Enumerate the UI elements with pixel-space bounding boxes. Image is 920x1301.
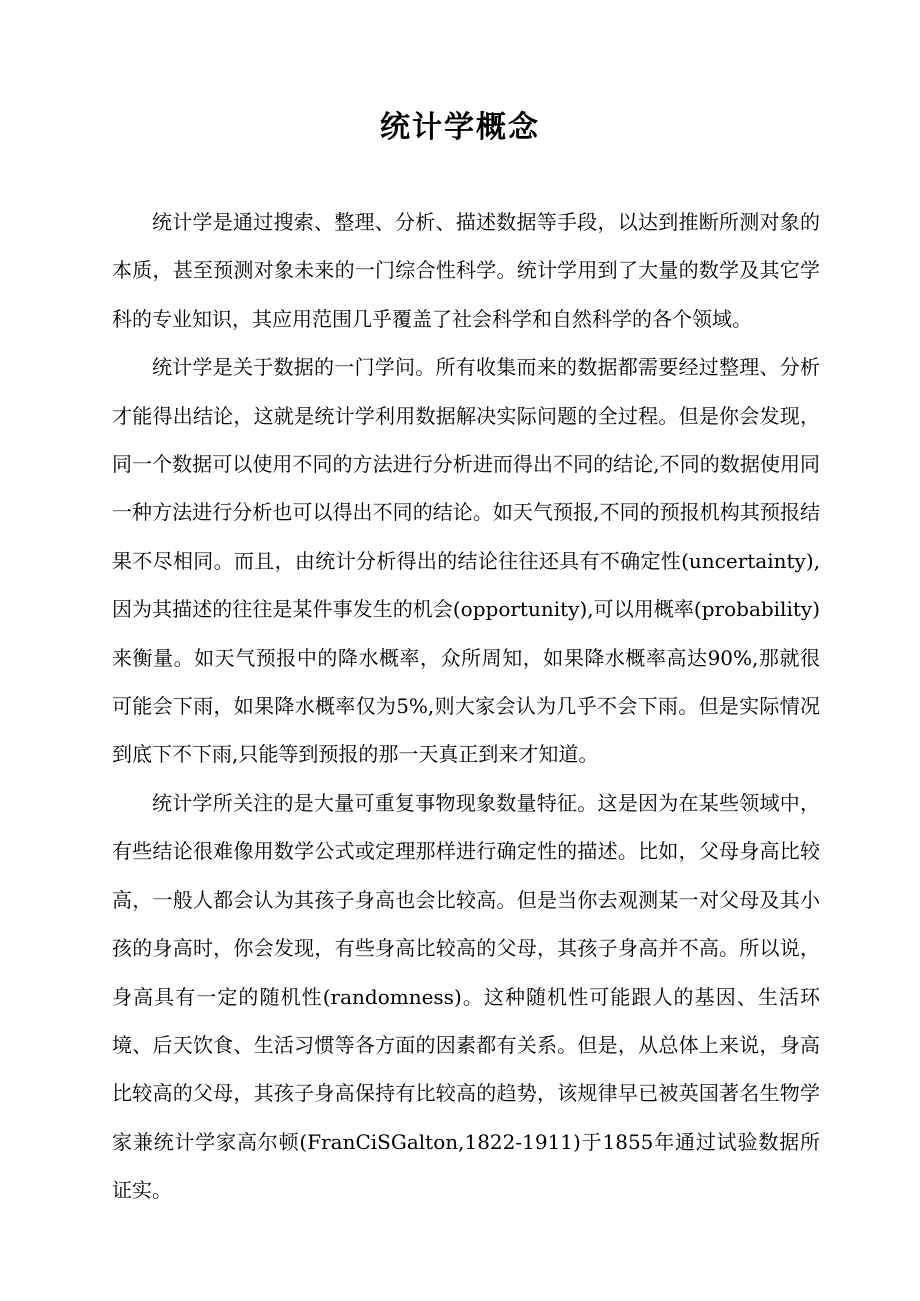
page-title: 统计学概念 [380, 110, 540, 145]
paragraph-2: 统计学是关于数据的一门学问。所有收集而来的数据都需要经过整理、分析才能得出结论，这就是统计学利用数据解决实际问题的全过程。但是你会发现，同一个数据可以使用不同的方法进行分析进而得出不同的结论,不同的数据使用同一种方法进行分析也可以得出不同的结论。如天气预报,不同的预报机构其预报结果不尽相同。而且，由统计分析得出的结论往往还具有不确定性(uncertainty),因为其描述的往往是某件事发生的机会(opportunity),可以用概率(probability)来衡量。如天气预报中的降水概率，众所周知，如果降水概率高达90%,那就很可能会下雨，如果降水概率仅为5%,则大家会认为几乎不会下雨。但是实际情况到底下不下雨,只能等到预报的那一天真正到来才知道。 [112, 355, 820, 767]
paragraph-1: 统计学是通过搜索、整理、分析、描述数据等手段，以达到推断所测对象的本质，甚至预测对象未来的一门综合性科学。统计学用到了大量的数学及其它学科的专业知识，其应用范围几乎覆盖了社会科学和自然科学的各个领域。 [112, 210, 820, 331]
document-body [112, 198, 820, 1215]
paragraph-3: 统计学所关注的是大量可重复事物现象数量特征。这是因为在某些领域中，有些结论很难像用数学公式或定理那样进行确定性的描述。比如，父母身高比较高，一般人都会认为其孩子身高也会比较高。但是当你去观测某一对父母及其小孩的身高时，你会发现，有些身高比较高的父母，其孩子身高并不高。所以说，身高具有一定的随机性(randomness)。这种随机性可能跟人的基因、生活环境、后天饮食、生活习惯等各方面的因素都有关系。但是，从总体上来说，身高比较高的父母，其孩子身高保持有比较高的趋势，该规律早已被英国著名生物学家兼统计学家高尔顿(FranCiSGalton,1822-1911)于1855年通过试验数据所证实。 [112, 790, 820, 1203]
